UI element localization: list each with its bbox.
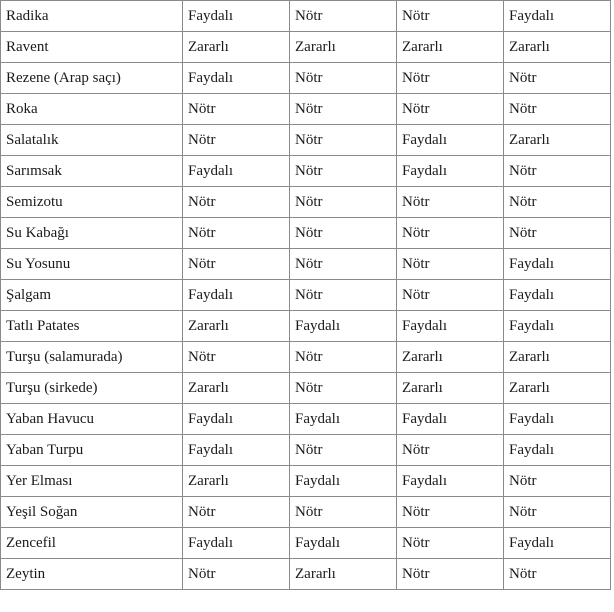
food-name-cell: Zencefil	[1, 528, 183, 559]
rating-cell-1: Nötr	[183, 249, 290, 280]
rating-cell-1: Faydalı	[183, 435, 290, 466]
rating-cell-1: Faydalı	[183, 280, 290, 311]
food-name-cell: Salatalık	[1, 125, 183, 156]
rating-cell-4: Zararlı	[504, 32, 611, 63]
rating-cell-2: Nötr	[290, 94, 397, 125]
rating-cell-1: Nötr	[183, 94, 290, 125]
rating-cell-4: Nötr	[504, 63, 611, 94]
rating-cell-4: Faydalı	[504, 249, 611, 280]
table-row	[1, 497, 611, 528]
rating-cell-1: Faydalı	[183, 63, 290, 94]
table-row	[1, 94, 611, 125]
table-body	[1, 1, 611, 590]
rating-cell-4: Faydalı	[504, 435, 611, 466]
food-name-cell: Su Yosunu	[1, 249, 183, 280]
rating-cell-2: Nötr	[290, 373, 397, 404]
table-row	[1, 280, 611, 311]
table-row	[1, 63, 611, 94]
table-row	[1, 32, 611, 63]
rating-cell-2: Nötr	[290, 63, 397, 94]
rating-cell-1: Nötr	[183, 342, 290, 373]
food-name-cell: Rezene (Arap saçı)	[1, 63, 183, 94]
rating-cell-4: Nötr	[504, 559, 611, 590]
rating-cell-1: Nötr	[183, 187, 290, 218]
rating-cell-4: Faydalı	[504, 280, 611, 311]
rating-cell-4: Nötr	[504, 156, 611, 187]
table-row	[1, 528, 611, 559]
food-name-cell: Yer Elması	[1, 466, 183, 497]
food-name-cell: Yaban Turpu	[1, 435, 183, 466]
rating-cell-3: Nötr	[397, 187, 504, 218]
rating-cell-3: Nötr	[397, 280, 504, 311]
rating-cell-3: Nötr	[397, 63, 504, 94]
rating-cell-1: Zararlı	[183, 466, 290, 497]
rating-cell-2: Faydalı	[290, 404, 397, 435]
rating-cell-3: Faydalı	[397, 404, 504, 435]
rating-cell-1: Faydalı	[183, 528, 290, 559]
rating-cell-3: Zararlı	[397, 32, 504, 63]
rating-cell-1: Faydalı	[183, 1, 290, 32]
table-row	[1, 1, 611, 32]
rating-cell-1: Nötr	[183, 497, 290, 528]
rating-cell-3: Nötr	[397, 249, 504, 280]
rating-cell-4: Zararlı	[504, 342, 611, 373]
rating-cell-4: Faydalı	[504, 1, 611, 32]
food-name-cell: Su Kabağı	[1, 218, 183, 249]
table-row	[1, 187, 611, 218]
table-row	[1, 249, 611, 280]
rating-cell-1: Faydalı	[183, 404, 290, 435]
rating-cell-2: Nötr	[290, 249, 397, 280]
table-row	[1, 559, 611, 590]
food-name-cell: Sarımsak	[1, 156, 183, 187]
rating-cell-4: Faydalı	[504, 528, 611, 559]
food-name-cell: Yaban Havucu	[1, 404, 183, 435]
food-name-cell: Semizotu	[1, 187, 183, 218]
rating-cell-2: Nötr	[290, 342, 397, 373]
rating-cell-2: Faydalı	[290, 528, 397, 559]
rating-cell-2: Nötr	[290, 1, 397, 32]
rating-cell-1: Zararlı	[183, 373, 290, 404]
rating-cell-3: Nötr	[397, 218, 504, 249]
rating-cell-3: Zararlı	[397, 373, 504, 404]
food-name-cell: Radika	[1, 1, 183, 32]
rating-cell-3: Faydalı	[397, 466, 504, 497]
rating-cell-3: Nötr	[397, 528, 504, 559]
rating-cell-3: Nötr	[397, 559, 504, 590]
food-name-cell: Turşu (sirkede)	[1, 373, 183, 404]
rating-cell-4: Nötr	[504, 218, 611, 249]
rating-cell-2: Zararlı	[290, 559, 397, 590]
rating-cell-1: Zararlı	[183, 32, 290, 63]
food-name-cell: Turşu (salamurada)	[1, 342, 183, 373]
rating-cell-2: Nötr	[290, 435, 397, 466]
rating-cell-3: Zararlı	[397, 342, 504, 373]
food-name-cell: Zeytin	[1, 559, 183, 590]
food-name-cell: Roka	[1, 94, 183, 125]
table-row	[1, 404, 611, 435]
rating-cell-2: Zararlı	[290, 32, 397, 63]
rating-cell-2: Nötr	[290, 156, 397, 187]
rating-cell-3: Nötr	[397, 497, 504, 528]
rating-cell-1: Nötr	[183, 559, 290, 590]
rating-cell-4: Zararlı	[504, 373, 611, 404]
rating-cell-2: Nötr	[290, 280, 397, 311]
rating-cell-1: Nötr	[183, 218, 290, 249]
rating-cell-1: Faydalı	[183, 156, 290, 187]
rating-cell-3: Nötr	[397, 1, 504, 32]
rating-cell-2: Nötr	[290, 187, 397, 218]
table-row	[1, 435, 611, 466]
table-row	[1, 342, 611, 373]
table-row	[1, 311, 611, 342]
rating-cell-1: Nötr	[183, 125, 290, 156]
rating-cell-3: Nötr	[397, 435, 504, 466]
table-row	[1, 218, 611, 249]
food-name-cell: Şalgam	[1, 280, 183, 311]
food-name-cell: Yeşil Soğan	[1, 497, 183, 528]
rating-cell-2: Faydalı	[290, 466, 397, 497]
rating-cell-4: Nötr	[504, 466, 611, 497]
rating-cell-3: Faydalı	[397, 156, 504, 187]
rating-cell-4: Faydalı	[504, 404, 611, 435]
food-name-cell: Ravent	[1, 32, 183, 63]
rating-cell-3: Faydalı	[397, 125, 504, 156]
food-name-cell: Tatlı Patates	[1, 311, 183, 342]
rating-cell-2: Nötr	[290, 497, 397, 528]
table-row	[1, 466, 611, 497]
rating-cell-3: Nötr	[397, 94, 504, 125]
rating-cell-2: Nötr	[290, 125, 397, 156]
rating-cell-4: Zararlı	[504, 125, 611, 156]
rating-cell-4: Nötr	[504, 187, 611, 218]
table-row	[1, 125, 611, 156]
table-row	[1, 373, 611, 404]
table-row	[1, 156, 611, 187]
rating-cell-4: Nötr	[504, 94, 611, 125]
rating-cell-4: Faydalı	[504, 311, 611, 342]
rating-cell-3: Faydalı	[397, 311, 504, 342]
rating-cell-1: Zararlı	[183, 311, 290, 342]
rating-cell-2: Faydalı	[290, 311, 397, 342]
rating-cell-2: Nötr	[290, 218, 397, 249]
rating-cell-4: Nötr	[504, 497, 611, 528]
